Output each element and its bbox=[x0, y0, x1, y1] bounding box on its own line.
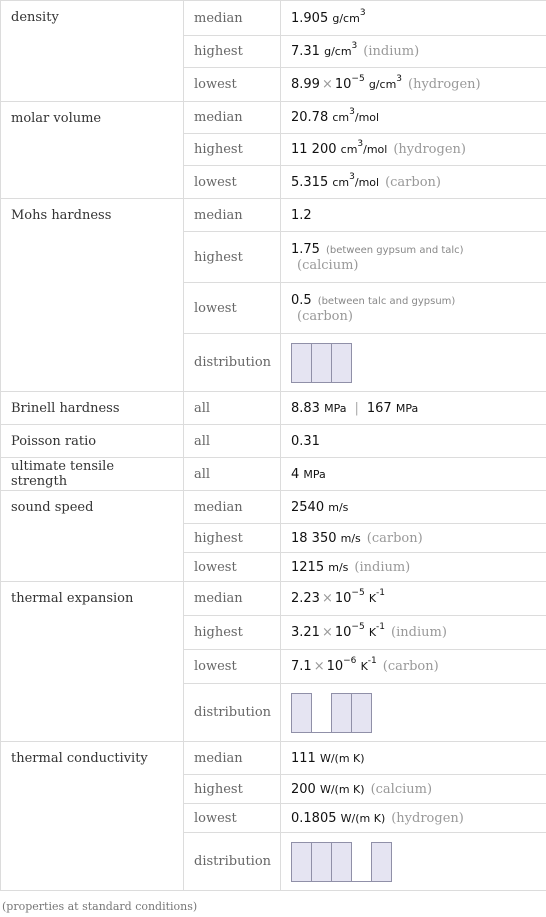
property-value: 1.2 bbox=[281, 199, 546, 232]
histogram-bar bbox=[311, 842, 332, 882]
property-value: 1.905 $g/cm^3$ bbox=[281, 1, 546, 36]
distribution-cell bbox=[281, 334, 546, 392]
stat-label: all bbox=[184, 392, 281, 425]
stat-label: median bbox=[184, 582, 281, 616]
stat-label: all bbox=[184, 425, 281, 458]
distribution-histogram bbox=[291, 693, 536, 733]
footnote: (properties at standard conditions) bbox=[2, 900, 198, 913]
histogram-bar bbox=[291, 343, 312, 383]
property-value: $3.21 \times 10^{-5}$ $K^{-1}$ (indium) bbox=[281, 616, 546, 650]
property-value: 1.75 (between gypsum and talc) (calcium) bbox=[281, 232, 546, 283]
property-name: Brinell hardness bbox=[1, 392, 184, 425]
property-name: density bbox=[1, 1, 184, 102]
property-value: $2.23 \times 10^{-5}$ $K^{-1}$ bbox=[281, 582, 546, 616]
property-value: 7.31 $g/cm^3$ (indium) bbox=[281, 36, 546, 68]
stat-label: highest bbox=[184, 134, 281, 166]
stat-label: lowest bbox=[184, 283, 281, 334]
stat-label: highest bbox=[184, 775, 281, 804]
property-value: $7.1 \times 10^{-6}$ $K^{-1}$ (carbon) bbox=[281, 650, 546, 684]
property-name: thermal expansion bbox=[1, 582, 184, 742]
property-name: sound speed bbox=[1, 491, 184, 582]
property-value: 4 MPa bbox=[281, 458, 546, 491]
stat-label: distribution bbox=[184, 334, 281, 392]
stat-label: median bbox=[184, 102, 281, 134]
stat-label: lowest bbox=[184, 166, 281, 199]
distribution-cell bbox=[281, 833, 546, 891]
stat-label: distribution bbox=[184, 833, 281, 891]
property-value: 0.1805 W/(m K) (hydrogen) bbox=[281, 804, 546, 833]
property-value: 11 200 $cm^3$/mol (hydrogen) bbox=[281, 134, 546, 166]
stat-label: distribution bbox=[184, 684, 281, 742]
table-row bbox=[1, 491, 546, 524]
property-value: 111 W/(m K) bbox=[281, 742, 546, 775]
stat-label: lowest bbox=[184, 553, 281, 582]
histogram-bar bbox=[291, 842, 312, 882]
table-row bbox=[1, 425, 546, 458]
property-value: 1215 m/s (indium) bbox=[281, 553, 546, 582]
distribution-histogram bbox=[291, 842, 536, 882]
histogram-bar bbox=[351, 881, 372, 882]
stat-label: lowest bbox=[184, 650, 281, 684]
property-name: Poisson ratio bbox=[1, 425, 184, 458]
table-row bbox=[1, 199, 546, 232]
stat-label: lowest bbox=[184, 804, 281, 833]
property-value: 8.83 MPa | 167 MPa bbox=[281, 392, 546, 425]
histogram-bar bbox=[331, 842, 352, 882]
property-name: molar volume bbox=[1, 102, 184, 199]
stat-label: median bbox=[184, 742, 281, 775]
property-value: 0.5 (between talc and gypsum) (carbon) bbox=[281, 283, 546, 334]
property-value: 0.31 bbox=[281, 425, 546, 458]
table-row bbox=[1, 392, 546, 425]
histogram-bar bbox=[311, 343, 332, 383]
property-name: Mohs hardness bbox=[1, 199, 184, 392]
stat-label: all bbox=[184, 458, 281, 491]
histogram-bar bbox=[331, 343, 352, 383]
histogram-bar bbox=[351, 693, 372, 733]
property-name: ultimate tensile strength bbox=[1, 458, 184, 491]
property-value: 5.315 $cm^3$/mol (carbon) bbox=[281, 166, 546, 199]
histogram-bar bbox=[371, 842, 392, 882]
property-value: $8.99 \times 10^{-5}$ $g/cm^3$ (hydrogen) bbox=[281, 68, 546, 102]
stat-label: highest bbox=[184, 524, 281, 553]
property-name: thermal conductivity bbox=[1, 742, 184, 891]
histogram-bar bbox=[291, 693, 312, 733]
property-value: 20.78 $cm^3$/mol bbox=[281, 102, 546, 134]
stat-label: median bbox=[184, 199, 281, 232]
stat-label: highest bbox=[184, 616, 281, 650]
property-value: 200 W/(m K) (calcium) bbox=[281, 775, 546, 804]
stat-label: highest bbox=[184, 36, 281, 68]
stat-label: lowest bbox=[184, 68, 281, 102]
table-row bbox=[1, 582, 546, 616]
property-value: 2540 m/s bbox=[281, 491, 546, 524]
histogram-bar bbox=[331, 693, 352, 733]
stat-label: median bbox=[184, 491, 281, 524]
stat-label: highest bbox=[184, 232, 281, 283]
distribution-cell bbox=[281, 684, 546, 742]
table-row bbox=[1, 1, 546, 36]
distribution-histogram bbox=[291, 343, 536, 383]
property-value: 18 350 m/s (carbon) bbox=[281, 524, 546, 553]
histogram-bar bbox=[311, 732, 332, 733]
table-row bbox=[1, 742, 546, 775]
stat-label: median bbox=[184, 1, 281, 36]
table-row bbox=[1, 458, 546, 491]
table-row bbox=[1, 102, 546, 134]
